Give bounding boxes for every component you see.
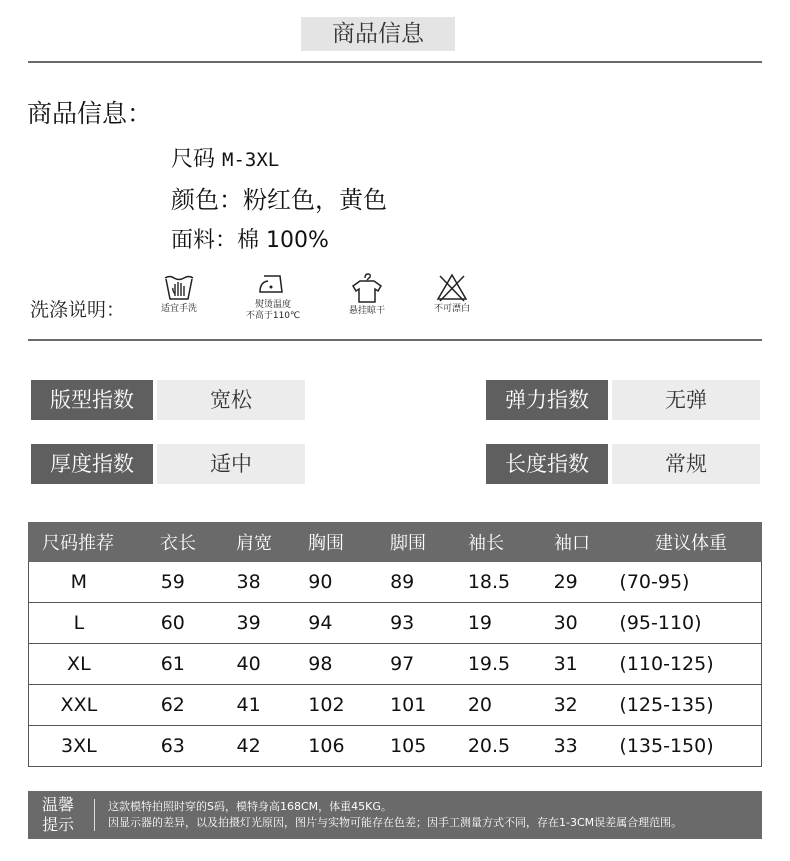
table-cell: 40 bbox=[236, 653, 261, 675]
index-value-elasticity: 无弹 bbox=[612, 380, 760, 420]
wash-caption: 适宜手洗 bbox=[160, 304, 197, 314]
iron-icon bbox=[256, 272, 290, 298]
table-cell: 62 bbox=[160, 694, 185, 716]
size-cell: XXL bbox=[60, 694, 98, 716]
wash-caption: 悬挂晾干 bbox=[348, 306, 385, 316]
hand-wash-icon bbox=[162, 272, 196, 302]
size-cell: M bbox=[70, 571, 88, 593]
size-cell: XL bbox=[67, 653, 91, 675]
size-label: 尺码 bbox=[171, 147, 216, 172]
table-cell: 59 bbox=[160, 571, 185, 593]
divider bbox=[28, 61, 762, 63]
table-cell: 94 bbox=[308, 612, 333, 634]
index-value-thickness: 适中 bbox=[157, 444, 305, 484]
notice-text bbox=[108, 799, 682, 831]
table-header bbox=[28, 522, 762, 562]
index-value-length: 常规 bbox=[612, 444, 760, 484]
wash-item-hand-wash bbox=[139, 272, 219, 315]
table-cell: 106 bbox=[308, 735, 345, 757]
hang-dry-icon bbox=[350, 272, 384, 304]
table-cell: 90 bbox=[308, 571, 333, 593]
notice-banner bbox=[28, 791, 762, 839]
column-header: 袖长 bbox=[468, 533, 504, 554]
column-header: 脚围 bbox=[390, 533, 426, 554]
index-label-elasticity: 弹力指数 bbox=[486, 380, 608, 420]
table-cell: 30 bbox=[553, 612, 578, 634]
size-range-line bbox=[171, 142, 279, 173]
divider bbox=[28, 339, 762, 341]
column-header: 肩宽 bbox=[236, 533, 272, 554]
table-cell: 89 bbox=[390, 571, 415, 593]
table-cell: 39 bbox=[236, 612, 261, 634]
table-cell: 60 bbox=[160, 612, 185, 634]
weight-cell: (135-150) bbox=[619, 735, 714, 757]
table-cell: 105 bbox=[390, 735, 427, 757]
table-cell: 61 bbox=[160, 653, 185, 675]
table-cell: 38 bbox=[236, 571, 261, 593]
table-cell: 31 bbox=[553, 653, 578, 675]
notice-line: 因显示器的差异，以及拍摄灯光原因，图片与实物可能存在色差；因手工测量方式不同，存在1-3CM误差属合理范围。 bbox=[108, 816, 683, 829]
color-line bbox=[171, 180, 387, 215]
wash-label: 洗涤说明： bbox=[30, 299, 126, 321]
table-row bbox=[28, 644, 762, 685]
wash-caption: 熨烫温度 不高于110℃ bbox=[245, 300, 301, 321]
column-header: 尺码推荐 bbox=[42, 533, 114, 554]
wash-item-hang-dry bbox=[327, 272, 407, 317]
wash-caption: 不可漂白 bbox=[433, 304, 470, 314]
index-label-fit: 版型指数 bbox=[31, 380, 153, 420]
index-label-thickness: 厚度指数 bbox=[31, 444, 153, 484]
size-cell: L bbox=[73, 612, 85, 634]
no-bleach-icon bbox=[435, 272, 469, 302]
column-header: 袖口 bbox=[554, 533, 590, 554]
table-cell: 93 bbox=[390, 612, 415, 634]
notice-divider bbox=[94, 799, 95, 831]
table-cell: 20.5 bbox=[467, 735, 511, 757]
column-header: 胸围 bbox=[308, 533, 344, 554]
notice-line: 这款模特拍照时穿的S码，模特身高168CM，体重45KG。 bbox=[108, 800, 392, 813]
index-value-fit: 宽松 bbox=[157, 380, 305, 420]
table-cell: 33 bbox=[553, 735, 578, 757]
table-cell: 101 bbox=[390, 694, 427, 716]
table-row bbox=[28, 603, 762, 644]
column-header: 建议体重 bbox=[655, 533, 727, 554]
notice-title-line: 提示 bbox=[41, 815, 74, 834]
size-cell: 3XL bbox=[61, 735, 97, 757]
color-label: 颜色： bbox=[171, 186, 243, 214]
table-cell: 29 bbox=[553, 571, 578, 593]
weight-cell: (110-125) bbox=[619, 653, 714, 675]
fabric-line bbox=[171, 223, 329, 254]
notice-title bbox=[38, 795, 78, 835]
table-cell: 63 bbox=[160, 735, 185, 757]
wash-item-no-bleach bbox=[412, 272, 492, 315]
wash-item-iron bbox=[233, 272, 313, 322]
weight-cell: (125-135) bbox=[619, 694, 714, 716]
table-row bbox=[28, 562, 762, 603]
fabric-label: 面料： bbox=[171, 228, 238, 253]
page-title: 商品信息 bbox=[301, 17, 455, 51]
column-header: 衣长 bbox=[160, 533, 196, 554]
table-cell: 42 bbox=[236, 735, 261, 757]
table-cell: 19 bbox=[467, 612, 493, 634]
color-value: 粉红色，黄色 bbox=[243, 186, 387, 214]
table-row bbox=[28, 685, 762, 726]
table-cell: 97 bbox=[390, 653, 415, 675]
index-label-length: 长度指数 bbox=[486, 444, 608, 484]
table-cell: 18.5 bbox=[467, 571, 511, 593]
size-value: M-3XL bbox=[222, 149, 280, 171]
info-heading: 商品信息： bbox=[27, 99, 153, 128]
table-cell: 98 bbox=[308, 653, 333, 675]
table-cell: 20 bbox=[467, 694, 493, 716]
table-cell: 19.5 bbox=[467, 653, 511, 675]
table-cell: 32 bbox=[553, 694, 578, 716]
weight-cell: (95-110) bbox=[619, 612, 702, 634]
table-row bbox=[28, 726, 762, 767]
notice-title-line: 温馨 bbox=[41, 795, 74, 814]
size-table bbox=[28, 522, 762, 767]
fabric-value: 棉 100% bbox=[237, 228, 329, 253]
table-cell: 41 bbox=[236, 694, 261, 716]
table-cell: 102 bbox=[308, 694, 345, 716]
weight-cell: (70-95) bbox=[619, 571, 690, 593]
